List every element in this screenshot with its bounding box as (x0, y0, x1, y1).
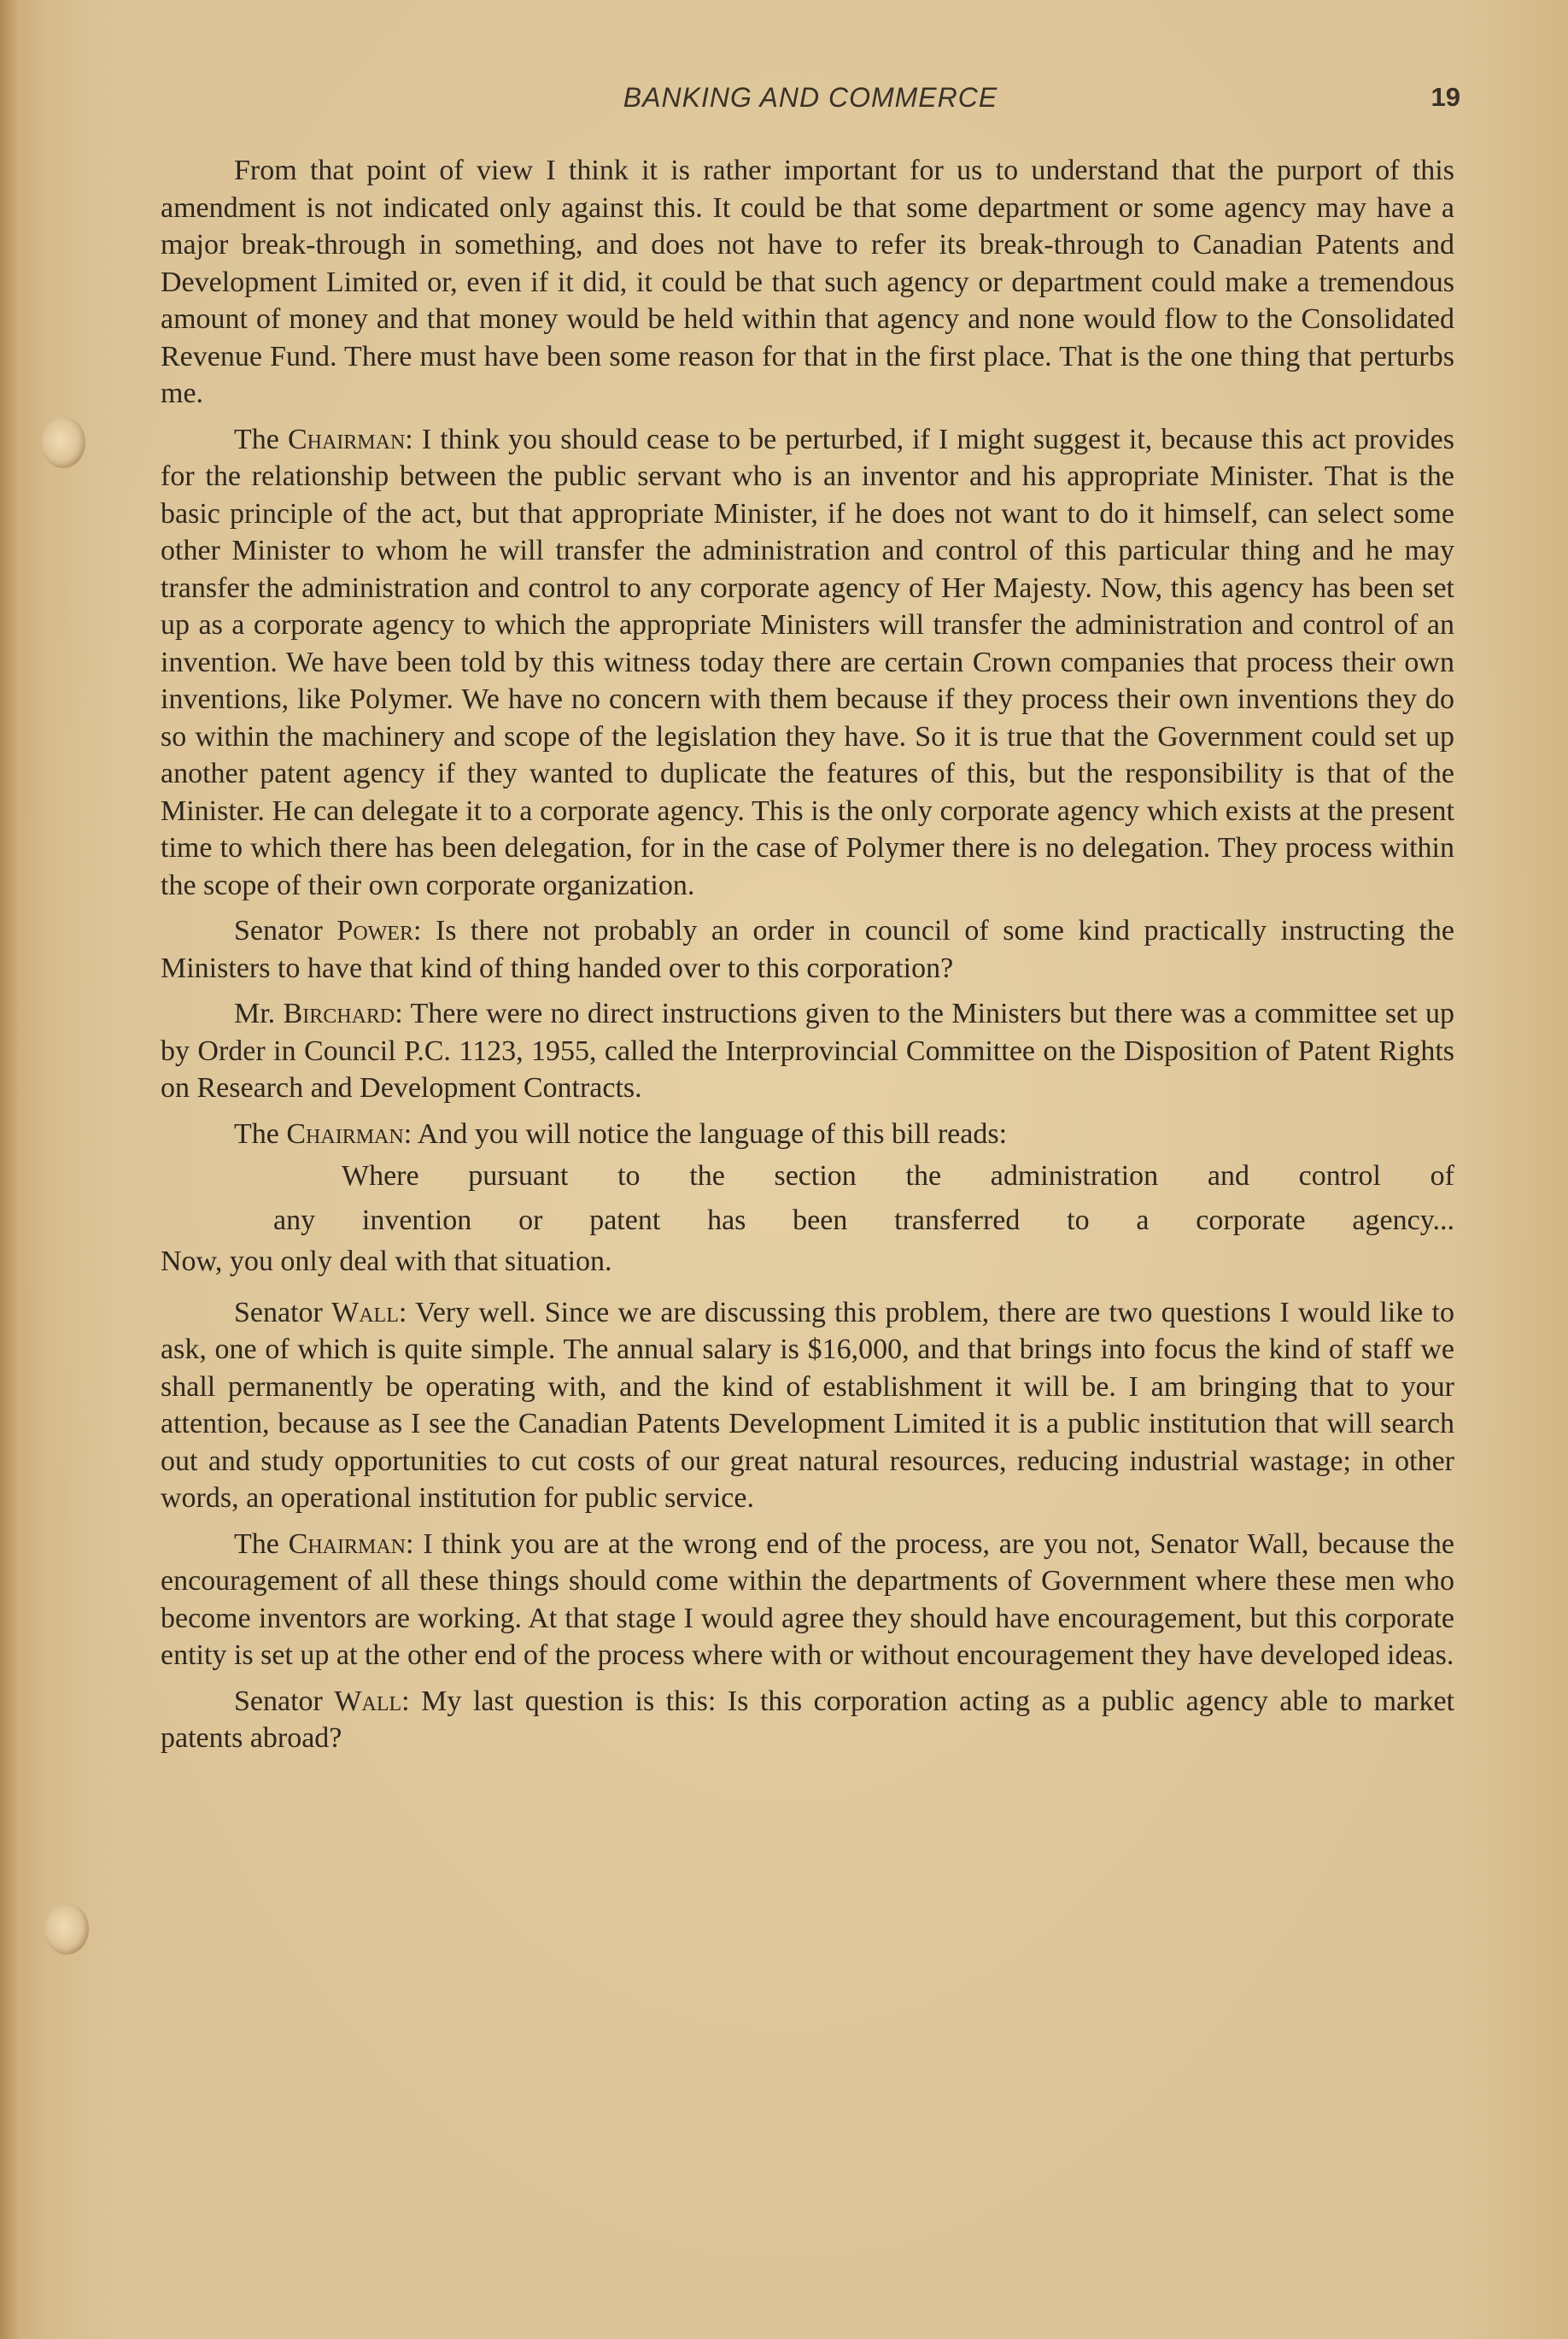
paragraph-6-text: : Very well. Since we are discussing this problem, there are two questions I would like to ask, one of which is quite simple. The annual salary is $16,000, and that brings into focus the kind of staff we shall permanently be operating with, and the kind of establishment it will be. I am bringing that to your attention, because as I see the Canadian Patents Development Limited it is a public institution that will search out and study opportunities to cut costs of our great natural resources, reducing industrial wastage; in other words, an operational institution for public service. (161, 1296, 1455, 1514)
speaker-name: Chairman (286, 1117, 404, 1150)
paragraph-8-text: : My last question is this: Is this corporation acting as a public agency able to market patents abroad? (161, 1685, 1455, 1754)
page-header (161, 82, 1460, 125)
paragraph-4-prefix: Mr. (234, 998, 284, 1029)
paragraph-1 (161, 152, 1454, 413)
speaker-name: Chairman (287, 423, 406, 455)
running-head: BANKING AND COMMERCE (623, 82, 998, 113)
paragraph-4-text: : There were no direct instructions given to the Ministers but there was a committee set up by Order in Council P.C. 1123, 1955, called the Interprovincial Committee on the Disposition of Patent Rights on Research and Development Contracts. (161, 998, 1454, 1104)
paragraph-6 (161, 1294, 1454, 1517)
paragraph-7-prefix: The (234, 1527, 289, 1560)
punch-hole-bottom (44, 1903, 89, 1955)
speaker-name: Birchard (283, 998, 395, 1029)
paragraph-5-text: : And you will notice the language of this bill reads: (403, 1117, 1008, 1150)
paragraph-6-prefix: Senator (234, 1296, 332, 1328)
speaker-name: Power (336, 915, 413, 947)
speaker-name: Chairman (288, 1527, 406, 1560)
paragraph-5-continuation: Now, you only deal with that situation. (161, 1246, 612, 1277)
punch-hole-top (41, 417, 85, 468)
binding-edge (0, 0, 19, 2339)
paragraph-5 (161, 1116, 1454, 1153)
paragraph-7-text: : I think you are at the wrong end of the process, are you not, Senator Wall, because the encouragement of all these things should come within the departments of Government where these men who become inventors are working. At that stage I would agree they should have encouragement, but this corporate entity is set up at the other end of the process where with or without encouragement they have developed ideas. (161, 1527, 1455, 1671)
paragraph-2-prefix: The (234, 423, 288, 455)
page-number: 19 (1431, 82, 1460, 112)
speaker-name: Wall (334, 1685, 402, 1717)
paragraph-2 (161, 421, 1454, 905)
speaker-name: Wall (331, 1296, 399, 1328)
paragraph-3 (161, 912, 1454, 987)
paragraph-5-prefix: The (234, 1117, 287, 1150)
paragraph-8 (161, 1683, 1454, 1757)
bill-quote-line-1: Where pursuant to the section the administration and control of (342, 1160, 1454, 1192)
paragraph-3-prefix: Senator (234, 915, 337, 947)
bill-quote-line-2: any invention or patent has been transferred to a corporate agency... (273, 1205, 1454, 1236)
paragraph-8-prefix: Senator (234, 1685, 335, 1717)
paragraph-7 (161, 1526, 1454, 1674)
page-body (161, 152, 1454, 1766)
paragraph-1-text: From that point of view I think it is rather important for us to understand that the purport of this amendment is not indicated only against this. It could be that some department or some agency may have a major break-through in something, and does not have to refer its break-through to Canadian Patents and Development Limited or, even if it did, it could be that such agency or department could make a tremendous amount of money and that money would be held within that agency and none would flow to the Consolidated Revenue Fund. There must have been some reason for that in the first place. That is the one thing that perturbs me. (161, 155, 1454, 409)
paragraph-3-text: : Is there not probably an order in council of some kind practically instructing the Ministers to have that kind of thing handed over to this corporation? (161, 915, 1455, 984)
paragraph-2-text: : I think you should cease to be perturbed, if I might suggest it, because this act provides for the relationship between the public servant who is an inventor and his appropriate Minister. That is the basic principle of the act, but that appropriate Minister, if he does not want to do it himself, can select some other Minister to whom he will transfer the administration and control of this particular thing and he may transfer the administration and control to any corporate agency of Her Majesty. Now, this agency has been set up as a corporate agency to which the appropriate Ministers will transfer the administration and control of an invention. We have been told by this witness today there are certain Crown companies that process their own inventions, like Polymer. We have no concern with them because if they process their own inventions they do so within the machinery and scope of the legislation they have. So it is true that the Government could set up another patent agency if they wanted to duplicate the features of this, but the responsibility is that of the Minister. He can delegate it to a corporate agency. This is the only corporate agency which exists at the present time to which there has been delegation, for in the case of Polymer there is no delegation. They process within the scope of their own corporate organization. (161, 423, 1454, 901)
paragraph-4 (161, 995, 1454, 1107)
